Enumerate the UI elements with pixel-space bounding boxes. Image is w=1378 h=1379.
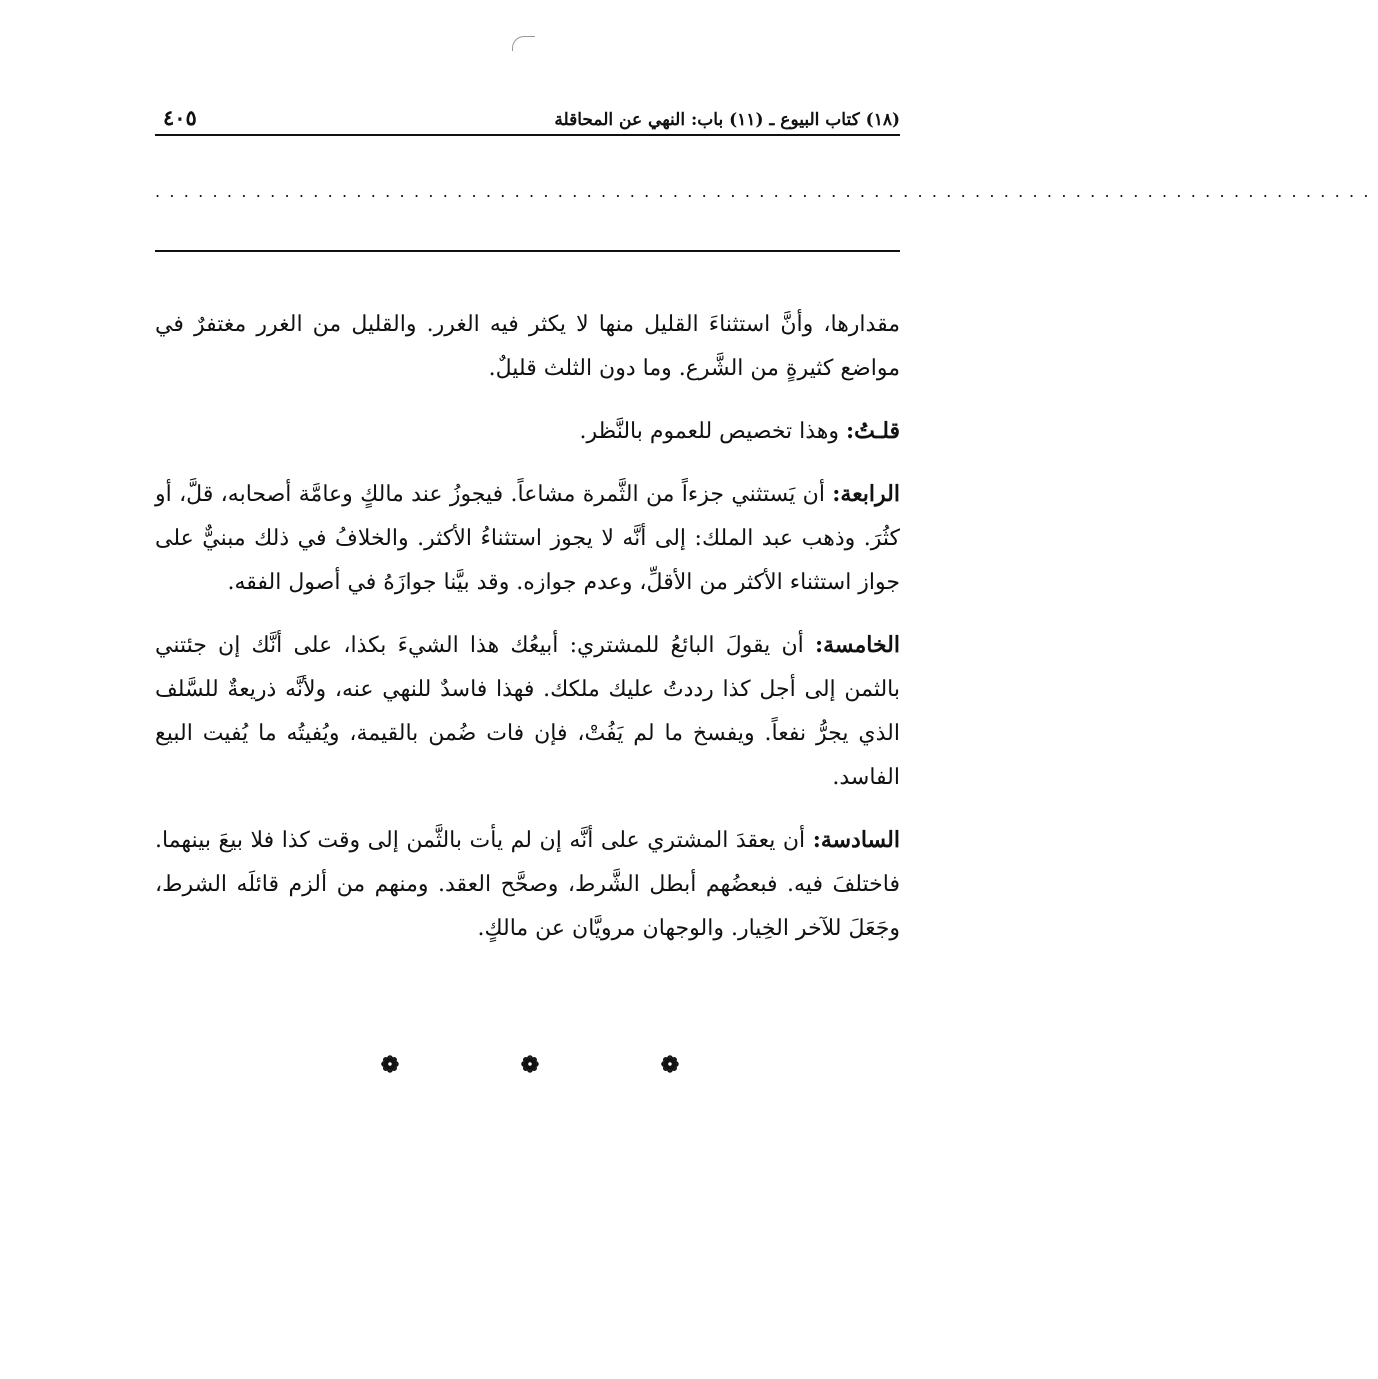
- paragraph-qultu: [155, 409, 900, 454]
- page-number: ٤٠٥: [163, 105, 197, 130]
- paragraph-lead: الخامسة:: [814, 632, 900, 658]
- paragraph-fourth: [155, 472, 900, 605]
- paragraph-sixth: [155, 818, 900, 951]
- paragraph-text: أن يقولَ البائعُ للمشتري: أبيعُك هذا الشيءَ بكذا، على أنَّك إن جئتني بالثمن إلى أجل كذا رددتُ عليك ملكك. فهذا فاسدٌ للنهي عنه، ولأنَّه ذريعةٌ للسَّلف الذي يجرُّ نفعاً. ويفسخ ما لم يَفُتْ، فإن فات ضُمن بالقيمة، ويُفيتُه ما يُفيت البيع الفاسد.: [155, 633, 900, 790]
- paragraph-text: وهذا تخصيص للعموم بالنَّظر.: [579, 419, 847, 444]
- section-end-ornament: [380, 1052, 680, 1078]
- paragraph-lead: السادسة:: [812, 827, 900, 853]
- paragraph-lead: الرابعة:: [832, 481, 900, 507]
- paragraph-continuation: [155, 302, 900, 391]
- flower-ornament-icon: ❁: [380, 1052, 400, 1078]
- main-text: [155, 302, 900, 981]
- paragraph-lead: قلـتُ:: [846, 418, 900, 444]
- footnote-separator-rule: [155, 250, 900, 252]
- footnote-continuation-dots: .....................................................................................: [155, 182, 1378, 201]
- header-rule: [155, 134, 900, 136]
- paragraph-text: أن يَستثني جزءاً من الثَّمرة مشاعاً. فيجوزُ عند مالكٍ وعامَّة أصحابه، قلَّ، أو كثُرَ. وذهب عبد الملك: إلى أنَّه لا يجوز استثناءُ الأكثر. والخلافُ في ذلك مبنيٌّ على جواز استثناء الأكثر من الأقلِّ، وعدم جوازه. وقد بيَّنا جوازَهُ في أصول الفقه.: [155, 482, 900, 595]
- scan-smudge: [512, 36, 535, 51]
- paragraph-text: مقدارها، وأنَّ استثناءَ القليل منها لا يكثر فيه الغرر. والقليل من الغرر مغتفرٌ في مواضع كثيرةٍ من الشَّرع. وما دون الثلث قليلٌ.: [155, 312, 900, 381]
- page-header: [155, 96, 900, 130]
- flower-ornament-icon: ❁: [660, 1052, 680, 1078]
- flower-ornament-icon: ❁: [520, 1052, 540, 1078]
- paragraph-text: أن يعقدَ المشتري على أنَّه إن لم يأت بالثَّمن إلى وقت كذا فلا بيعَ بينهما. فاختلفَ فيه. فبعضُهم أبطل الشَّرط، وصحَّح العقد. ومنهم من ألزم قائلَه الشرط، وجَعَلَ للآخر الخِيار. والوجهان مرويَّان عن مالكٍ.: [155, 828, 900, 941]
- paragraph-fifth: [155, 623, 900, 800]
- running-title: (١٨) كتاب البيوع ـ (١١) باب: النهي عن المحاقلة: [554, 110, 900, 130]
